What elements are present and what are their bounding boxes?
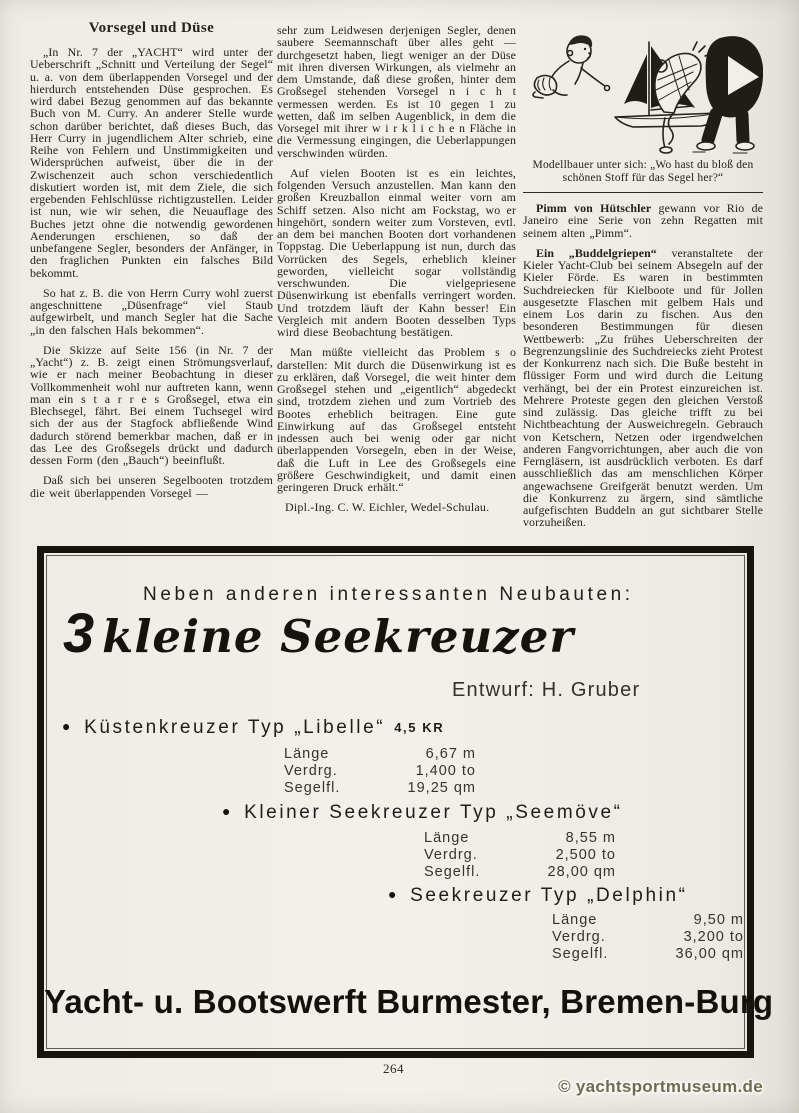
cartoon-caption: Modellbauer unter sich: „Wo hast du bloß den schönen Stoff für das Segel her?“ [532, 159, 754, 184]
spec-label: Verdrg. [552, 929, 606, 945]
boat-1-name [62, 717, 444, 739]
boat-3-specs [552, 912, 744, 963]
page-number: 264 [383, 1061, 404, 1076]
spec-row [424, 864, 616, 881]
man-cane [663, 118, 665, 148]
spec-row [284, 746, 476, 763]
paragraph: sehr zum Leidwesen derjenigen Segler, denen saubere Seemannschaft über alles geht — durchgesetzt haben, liegt weniger an der Düse mit ihren diversen Wirkungen, als vielmehr an dem Umstande, daß diese großen, hinter dem Großsegel stehenden Vorsegel n i c h t vermessen werden. Es ist 10 gegen 1 zu wetten, daß im selben Augenblick, in dem die Vorsegel mit ihrer w i r k l i c h e n Fläche in die Vermessung eingingen, die Ueberlappungen verschwinden würden. [277, 23, 516, 160]
paragraph: Auf vielen Booten ist es ein leichtes, folgenden Versuch anzustellen. Man kann den großen Kreuzballon einmal weiter vorn am Schiff setzen. Also nicht am Fockstag, wo er hingehört, sondern weiter zum Vorsteven, evtl. an dem bei manchen Booten dort vorhandenen Toppstag. Die Ueberlappung ist nun, durch das Vorrücken des Segels, erheblich kleiner geworden, vielleicht sogar vollständig verschwunden. Die vielgepriesene Düsenwirkung ist ebenfalls verringert worden. Und trotzdem läuft der Kahn besser! Ein Vergleich mit andern Booten desselben Typs wird diese Beobachtung bestätigen. [277, 165, 516, 339]
spec-row [284, 780, 476, 797]
spec-row [552, 912, 744, 929]
spec-row [284, 763, 476, 780]
bullet-icon: ● [62, 718, 74, 734]
spec-value: 1,400 to [415, 763, 476, 779]
boat-1-specs [284, 746, 476, 797]
news-lead: Ein „Buddelgriepen“ [536, 245, 657, 260]
bullet-icon: ● [388, 886, 400, 902]
spec-label: Segelfl. [284, 780, 341, 796]
man-left-leg [708, 114, 716, 140]
ad-tagline: Neben anderen interessanten Neubauten: [143, 584, 634, 605]
cartoon-drawing [523, 20, 763, 156]
ad-designer: Entwurf: H. Gruber [452, 679, 641, 701]
news-text: veranstaltete der Kieler Yacht-Club bei seinem Absegeln auf der Kieler Förde. Es waren in bestimmten Suchdreiecken für Kielboote und für Jollen ausgesetzte Flaschen mit gelbem Hals und einem Los darin zu fischen. Aus den besonderen Bestimmungen für diesen Wettbewerb: „Zu frühes Ueberschreiten der Begrenzungslinie des Suchdreiecks zieht Protest der Konkurrenz nach sich. Die Buße besteht in flüssiger Form und wird durch die Leitung verhängt, bei der ein Protest einzureichen ist. Mehrere Proteste gegen den gleichen Verstoß sind zulässig. Das gleiche trifft zu bei Nichtbeachtung der Ausweichregeln. Gebrauch von Ketschern, Netzen oder irgendwelchen anderen Fangvorrichtungen, aber auch die von Ferngläsern, ist ausdrücklich verboten. Es darf ausschließlich das am menschlichen Körper angewachsene Greifgerät benutzt werden. Um die Konkurrenz zu ärgern, sind sämtliche aufgefischten Buddeln an gut sichtbarer Stelle vorzuheißen. [523, 245, 763, 530]
cartoon-illustration [523, 20, 763, 185]
boat-2-label: Kleiner Seekreuzer Typ „Seemöve“ [244, 802, 623, 823]
boat-3-label: Seekreuzer Typ „Delphin“ [410, 885, 688, 906]
ad-headline-script: kleine Seekreuzer [102, 610, 575, 663]
news-item [523, 202, 763, 239]
paragraph: „In Nr. 7 der „YACHT“ wird unter der Ueberschrift „Schnitt und Verteilung der Segel“ u. a. von dem überlappenden Vorsegel und der hierdurch entstehenden Düse gesprochen. Es wird dabei Bezug genommen auf das bekannte Buch von M. Curry. An anderer Stelle wurde schon darüber berichtet, daß dieses Buch, das Herr Curry in jugendlichem Alter schrieb, eine Reihe von Fehlern und Unstimmigkeiten und Widersprüchen aufweist, über die in der Zwischenzeit auch schon verschiedentlich diskutiert worden ist, mit dem Ziele, die sich ergebenden Fehlschlüsse richtigzustellen. Leider ist nun, wie wir sehen, die Neuauflage des Buches jetzt ohne die notwendig gewordenen Aenderungen erschienen, so daß der unbefangene Segler, besonders der Anfänger, in den fraglichen Punkten ein falsches Bild bekommt. [30, 45, 273, 280]
spec-label: Segelfl. [424, 864, 481, 880]
news-lead: Pimm von Hütschler [536, 201, 652, 215]
spec-value: 36,00 qm [675, 946, 744, 962]
spec-row [424, 847, 616, 864]
boat-1-rating: 4,5 KR [394, 720, 445, 735]
spec-row [552, 946, 744, 963]
boat-1-label: Küstenkreuzer Typ „Libelle“ [84, 717, 386, 738]
spec-value: 2,500 to [555, 847, 616, 863]
paragraph: Die Skizze auf Seite 156 (in Nr. 7 der „Yacht“) z. B. zeigt einen Strömungsverlauf, wie er nach meiner Beobachtung in dieser Vollkommenheit wohl nur auftreten kann, wenn man ein s t a r r e s Großsegel, etwa ein Blechsegel, fährt. Bei einem Tuchsegel wird sich der aus der Stagfock abfließende Wind dadurch störend bemerkbar machen, daß er in das Lee des Großsegels drückt und dadurch dessen Form (den „Bauch“) beeinflußt. [30, 342, 273, 467]
spec-value: 6,67 m [425, 746, 476, 762]
paragraph: Daß sich bei unseren Segelbooten trotzdem die weit überlappenden Vorsegel — [30, 473, 273, 500]
spec-value: 8,55 m [565, 830, 616, 846]
boat-2-name [222, 802, 623, 824]
paragraph: Man müßte vielleicht das Problem s o darstellen: Mit durch die Düsenwirkung ist es zu erklären, daß Vorsegel, die weit hinter dem Großsegel stehen und „eigentlich“ abgedeckt sind, trotzdem ziehen und zum Vortrieb des Bootes erheblich beitragen. Eine gute Einwirkung auf das Großsegel entsteht indessen auch bei wenig oder gar nicht überlappenden Vorsegeln, eben in der Weise, daß die Luft in Lee des Großsegels eine größere Geschwindigkeit, und damit einen geringeren Druck erhält.“ [277, 345, 516, 494]
boat-jib [624, 54, 647, 104]
spec-value: 19,25 qm [407, 780, 476, 796]
spec-row [424, 830, 616, 847]
spec-row [552, 929, 744, 946]
news-text: gewann vor Rio de Janeiro eine Serie von zehn Regatten mit seinem alten „Pimm“. [523, 201, 763, 240]
bullet-icon: ● [222, 803, 234, 819]
article-column-1 [30, 20, 273, 507]
article-title: Vorsegel und Düse [88, 20, 215, 36]
man-right-leg [742, 115, 743, 140]
spec-label: Verdrg. [424, 847, 478, 863]
ad-headline-number: 3 [63, 601, 95, 664]
spec-label: Länge [284, 746, 330, 762]
watermark: © yachtsportmuseum.de [558, 1077, 763, 1096]
ad-headline [63, 603, 574, 666]
author-byline: Dipl.-Ing. C. W. Eichler, Wedel-Schulau. [285, 500, 490, 515]
spec-value: 9,50 m [693, 912, 744, 928]
advertisement-burmester [37, 546, 774, 1058]
boat-3-name [388, 885, 688, 907]
article-column-3 [523, 20, 763, 537]
ad-company-name: Yacht- u. Bootswerft Burmester, Bremen-Burg [44, 983, 774, 1020]
spec-label: Länge [424, 830, 470, 846]
section-divider [523, 192, 763, 193]
spec-value: 28,00 qm [547, 864, 616, 880]
spec-label: Segelfl. [552, 946, 609, 962]
news-item [523, 247, 763, 529]
article-column-2 [277, 24, 516, 514]
spec-label: Verdrg. [284, 763, 338, 779]
spec-value: 3,200 to [683, 929, 744, 945]
spec-label: Länge [552, 912, 598, 928]
paragraph: So hat z. B. die von Herrn Curry wohl zuerst angeschnittene „Düsenfrage“ viel Staub aufgewirbelt, und manch Segler hat die Sache „in den falschen Hals bekommen“. [30, 285, 273, 337]
boat-2-specs [424, 830, 616, 881]
